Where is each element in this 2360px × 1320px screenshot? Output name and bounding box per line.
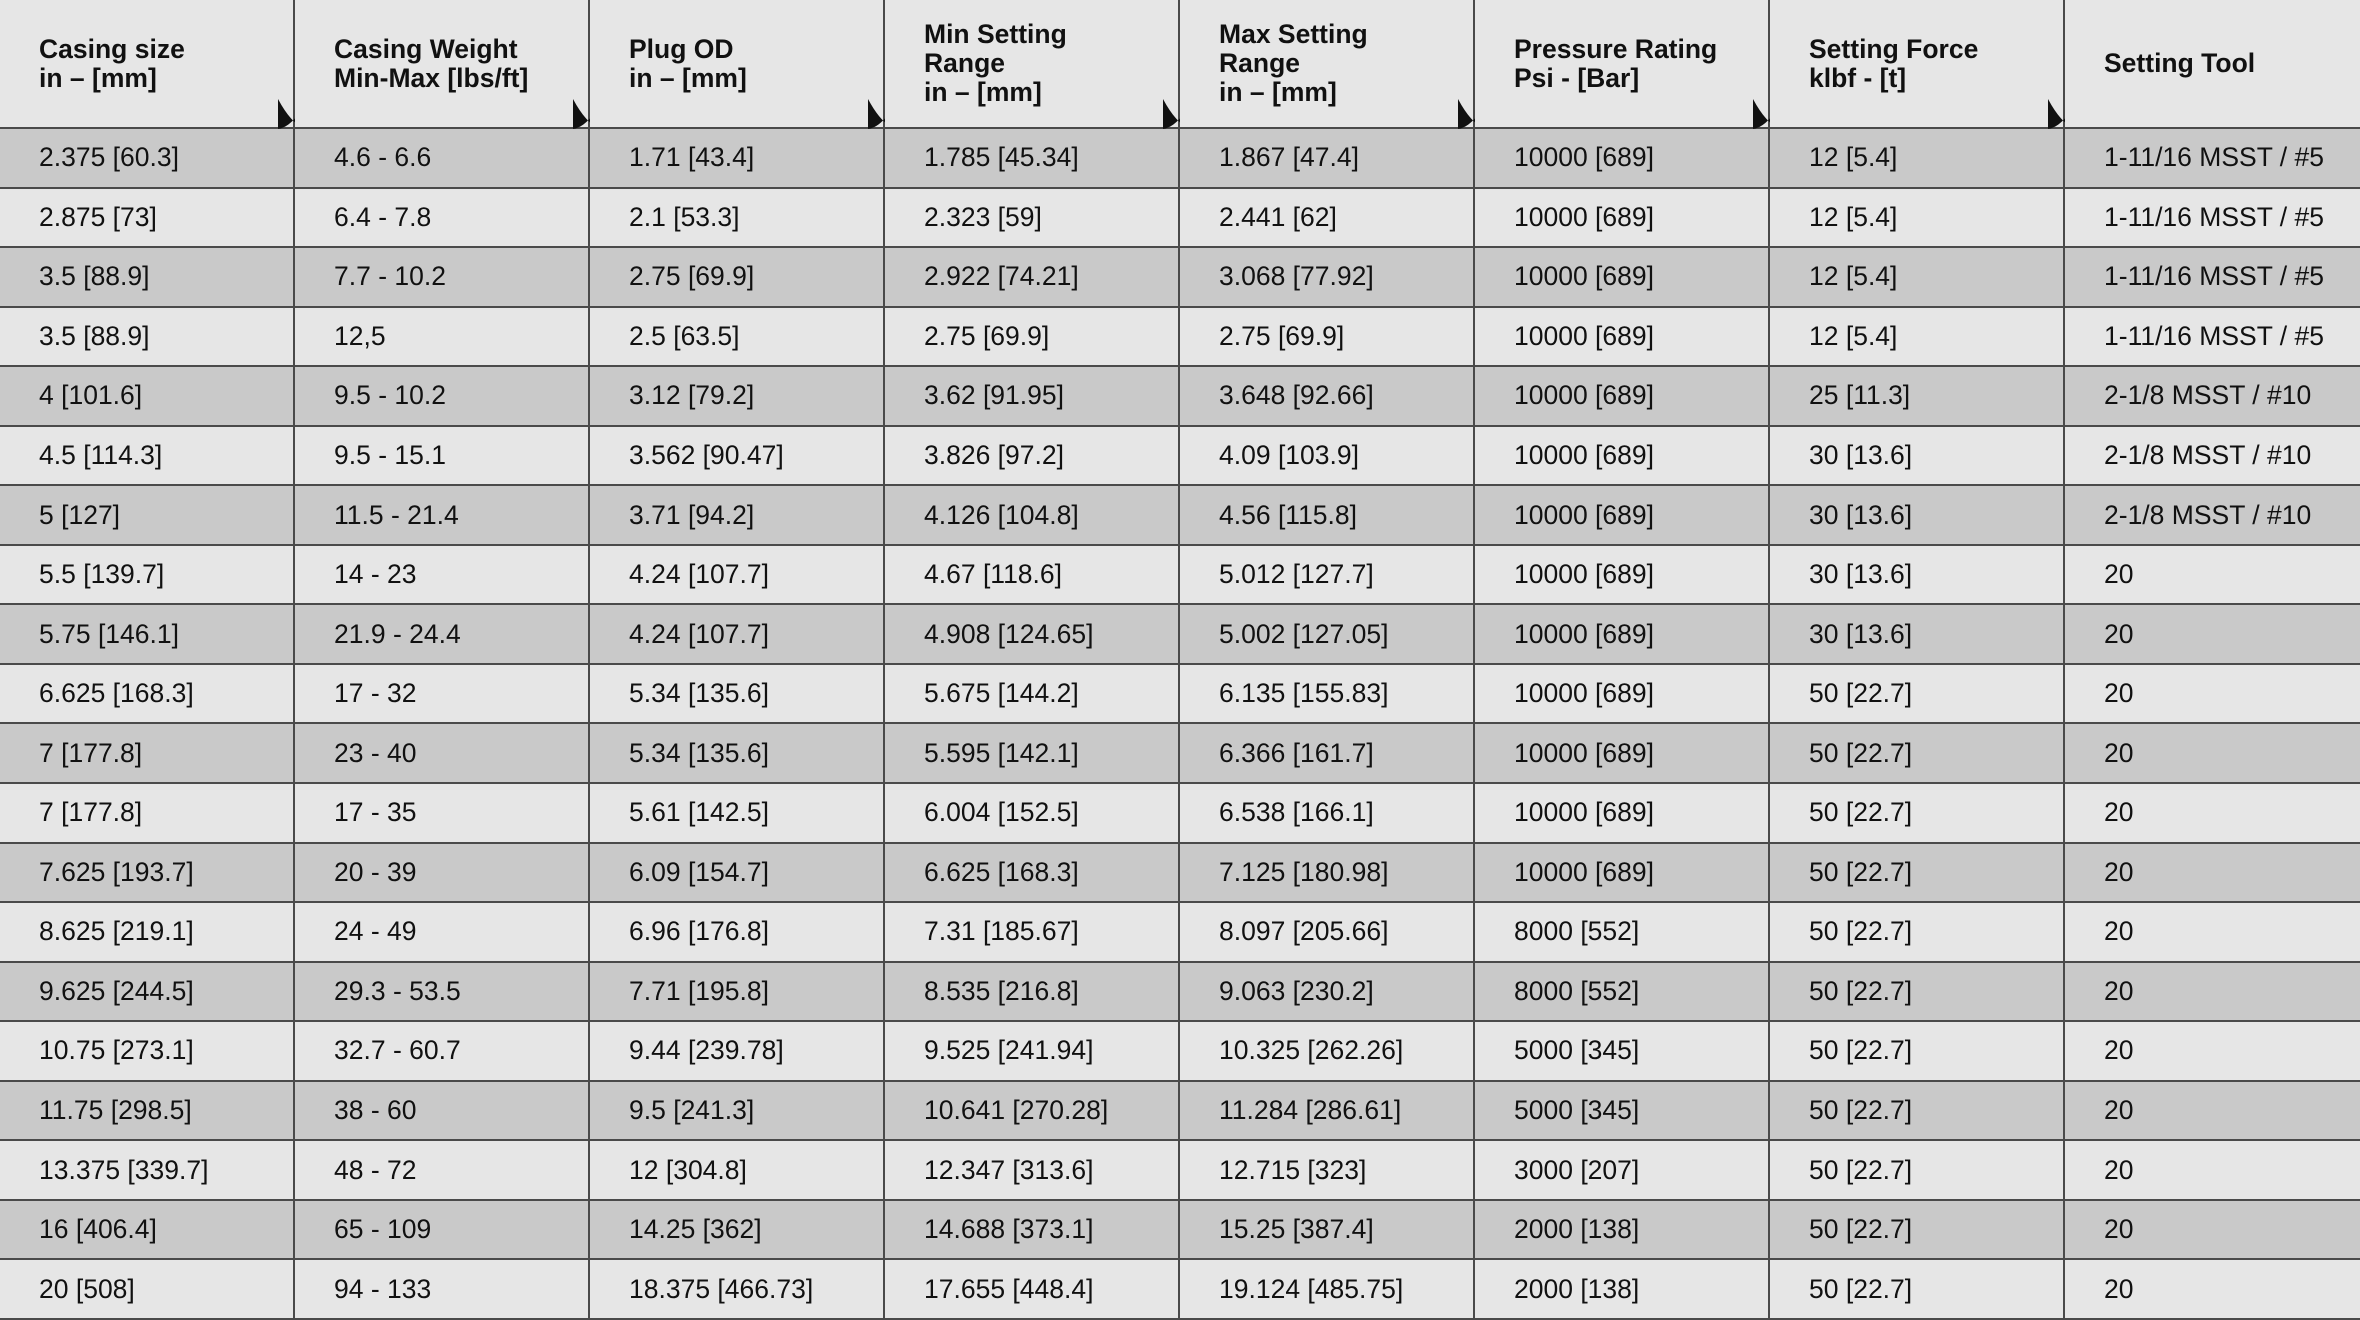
table-cell: 8.535 [216.8] bbox=[885, 963, 1180, 1023]
table-cell: 50 [22.7] bbox=[1770, 903, 2065, 963]
table-cell: 7.7 - 10.2 bbox=[295, 248, 590, 308]
table-cell: 9.5 - 10.2 bbox=[295, 367, 590, 427]
table-cell: 20 - 39 bbox=[295, 844, 590, 904]
table-cell: 20 bbox=[2065, 546, 2360, 606]
table-cell: 3.71 [94.2] bbox=[590, 486, 885, 546]
table-cell: 5.34 [135.6] bbox=[590, 665, 885, 725]
table-cell: 12 [5.4] bbox=[1770, 189, 2065, 249]
table-cell: 9.44 [239.78] bbox=[590, 1022, 885, 1082]
table-cell: 30 [13.6] bbox=[1770, 427, 2065, 487]
table-cell: 24 - 49 bbox=[295, 903, 590, 963]
table-cell: 5.595 [142.1] bbox=[885, 724, 1180, 784]
table-cell: 12,5 bbox=[295, 308, 590, 368]
table-cell: 20 bbox=[2065, 665, 2360, 725]
table-cell: 2.323 [59] bbox=[885, 189, 1180, 249]
table-cell: 10000 [689] bbox=[1475, 427, 1770, 487]
table-cell: 4.5 [114.3] bbox=[0, 427, 295, 487]
table-cell: 20 bbox=[2065, 1022, 2360, 1082]
table-cell: 6.366 [161.7] bbox=[1180, 724, 1475, 784]
table-cell: 4.67 [118.6] bbox=[885, 546, 1180, 606]
table-cell: 10000 [689] bbox=[1475, 486, 1770, 546]
table-cell: 10000 [689] bbox=[1475, 308, 1770, 368]
table-cell: 5 [127] bbox=[0, 486, 295, 546]
table-cell: 8.625 [219.1] bbox=[0, 903, 295, 963]
table-cell: 10.75 [273.1] bbox=[0, 1022, 295, 1082]
table-cell: 20 bbox=[2065, 844, 2360, 904]
table-cell: 5.012 [127.7] bbox=[1180, 546, 1475, 606]
table-cell: 48 - 72 bbox=[295, 1141, 590, 1201]
table-cell: 11.75 [298.5] bbox=[0, 1082, 295, 1142]
table-cell: 8000 [552] bbox=[1475, 903, 1770, 963]
table-cell: 19.124 [485.75] bbox=[1180, 1260, 1475, 1320]
table-cell: 17 - 35 bbox=[295, 784, 590, 844]
table-cell: 9.5 - 15.1 bbox=[295, 427, 590, 487]
table-cell: 3.62 [91.95] bbox=[885, 367, 1180, 427]
table-cell: 2-1/8 MSST / #10 bbox=[2065, 427, 2360, 487]
table-cell: 1-11/16 MSST / #5 bbox=[2065, 129, 2360, 189]
column-header: Min Setting Range in – [mm] bbox=[885, 0, 1180, 129]
table-cell: 5000 [345] bbox=[1475, 1022, 1770, 1082]
table-cell: 50 [22.7] bbox=[1770, 1260, 2065, 1320]
table-cell: 12 [5.4] bbox=[1770, 308, 2065, 368]
table-cell: 5.75 [146.1] bbox=[0, 605, 295, 665]
table-cell: 2-1/8 MSST / #10 bbox=[2065, 367, 2360, 427]
table-cell: 17 - 32 bbox=[295, 665, 590, 725]
table-cell: 32.7 - 60.7 bbox=[295, 1022, 590, 1082]
table-cell: 3.12 [79.2] bbox=[590, 367, 885, 427]
table-cell: 2.5 [63.5] bbox=[590, 308, 885, 368]
table-cell: 7.125 [180.98] bbox=[1180, 844, 1475, 904]
table-cell: 2.75 [69.9] bbox=[1180, 308, 1475, 368]
table-cell: 4.24 [107.7] bbox=[590, 546, 885, 606]
table-cell: 1-11/16 MSST / #5 bbox=[2065, 308, 2360, 368]
table-cell: 3.068 [77.92] bbox=[1180, 248, 1475, 308]
table-cell: 2.1 [53.3] bbox=[590, 189, 885, 249]
table-cell: 65 - 109 bbox=[295, 1201, 590, 1261]
table-cell: 30 [13.6] bbox=[1770, 546, 2065, 606]
table-cell: 50 [22.7] bbox=[1770, 844, 2065, 904]
column-header: Casing Weight Min-Max [lbs/ft] bbox=[295, 0, 590, 129]
table-cell: 1.71 [43.4] bbox=[590, 129, 885, 189]
table-cell: 21.9 - 24.4 bbox=[295, 605, 590, 665]
table-cell: 10000 [689] bbox=[1475, 129, 1770, 189]
table-cell: 10.325 [262.26] bbox=[1180, 1022, 1475, 1082]
table-cell: 20 bbox=[2065, 1082, 2360, 1142]
table-cell: 1-11/16 MSST / #5 bbox=[2065, 248, 2360, 308]
table-cell: 3.826 [97.2] bbox=[885, 427, 1180, 487]
table-cell: 2-1/8 MSST / #10 bbox=[2065, 486, 2360, 546]
table-cell: 7.71 [195.8] bbox=[590, 963, 885, 1023]
table-cell: 7 [177.8] bbox=[0, 784, 295, 844]
table-cell: 7.625 [193.7] bbox=[0, 844, 295, 904]
table-cell: 50 [22.7] bbox=[1770, 1141, 2065, 1201]
table-cell: 4.6 - 6.6 bbox=[295, 129, 590, 189]
table-cell: 6.625 [168.3] bbox=[885, 844, 1180, 904]
table-cell: 2.75 [69.9] bbox=[590, 248, 885, 308]
table-cell: 94 - 133 bbox=[295, 1260, 590, 1320]
table-cell: 30 [13.6] bbox=[1770, 605, 2065, 665]
table-cell: 6.09 [154.7] bbox=[590, 844, 885, 904]
table-cell: 50 [22.7] bbox=[1770, 665, 2065, 725]
table-cell: 12 [5.4] bbox=[1770, 248, 2065, 308]
table-cell: 25 [11.3] bbox=[1770, 367, 2065, 427]
table-cell: 20 bbox=[2065, 1141, 2360, 1201]
table-cell: 5.61 [142.5] bbox=[590, 784, 885, 844]
table-cell: 20 bbox=[2065, 724, 2360, 784]
table-cell: 20 bbox=[2065, 784, 2360, 844]
column-header: Setting Force klbf - [t] bbox=[1770, 0, 2065, 129]
column-header: Setting Tool bbox=[2065, 0, 2360, 129]
table-cell: 12 [304.8] bbox=[590, 1141, 885, 1201]
table-cell: 5000 [345] bbox=[1475, 1082, 1770, 1142]
table-cell: 50 [22.7] bbox=[1770, 1022, 2065, 1082]
table-cell: 4.09 [103.9] bbox=[1180, 427, 1475, 487]
table-cell: 5.002 [127.05] bbox=[1180, 605, 1475, 665]
table-cell: 10000 [689] bbox=[1475, 724, 1770, 784]
table-cell: 23 - 40 bbox=[295, 724, 590, 784]
table-cell: 1-11/16 MSST / #5 bbox=[2065, 189, 2360, 249]
table-cell: 20 [508] bbox=[0, 1260, 295, 1320]
table-cell: 13.375 [339.7] bbox=[0, 1141, 295, 1201]
column-header: Casing size in – [mm] bbox=[0, 0, 295, 129]
table-cell: 7.31 [185.67] bbox=[885, 903, 1180, 963]
table-cell: 2000 [138] bbox=[1475, 1201, 1770, 1261]
table-cell: 2.922 [74.21] bbox=[885, 248, 1180, 308]
table-cell: 11.284 [286.61] bbox=[1180, 1082, 1475, 1142]
table-cell: 20 bbox=[2065, 963, 2360, 1023]
table-cell: 4.56 [115.8] bbox=[1180, 486, 1475, 546]
table-cell: 10000 [689] bbox=[1475, 844, 1770, 904]
table-cell: 12.347 [313.6] bbox=[885, 1141, 1180, 1201]
table-cell: 20 bbox=[2065, 903, 2360, 963]
table-cell: 10000 [689] bbox=[1475, 367, 1770, 427]
table-cell: 50 [22.7] bbox=[1770, 963, 2065, 1023]
table-cell: 20 bbox=[2065, 1260, 2360, 1320]
table-cell: 9.5 [241.3] bbox=[590, 1082, 885, 1142]
table-cell: 20 bbox=[2065, 1201, 2360, 1261]
table-cell: 1.867 [47.4] bbox=[1180, 129, 1475, 189]
column-header: Pressure Rating Psi - [Bar] bbox=[1475, 0, 1770, 129]
table-cell: 3.5 [88.9] bbox=[0, 248, 295, 308]
table-cell: 3000 [207] bbox=[1475, 1141, 1770, 1201]
table-cell: 10000 [689] bbox=[1475, 665, 1770, 725]
table-cell: 5.34 [135.6] bbox=[590, 724, 885, 784]
table-cell: 38 - 60 bbox=[295, 1082, 590, 1142]
table-cell: 50 [22.7] bbox=[1770, 724, 2065, 784]
table-cell: 6.538 [166.1] bbox=[1180, 784, 1475, 844]
table-cell: 3.648 [92.66] bbox=[1180, 367, 1475, 427]
table-cell: 10000 [689] bbox=[1475, 248, 1770, 308]
table-cell: 4.126 [104.8] bbox=[885, 486, 1180, 546]
table-cell: 50 [22.7] bbox=[1770, 784, 2065, 844]
table-cell: 3.5 [88.9] bbox=[0, 308, 295, 368]
column-header: Max Setting Range in – [mm] bbox=[1180, 0, 1475, 129]
table-cell: 4.24 [107.7] bbox=[590, 605, 885, 665]
table-cell: 2.441 [62] bbox=[1180, 189, 1475, 249]
table-cell: 50 [22.7] bbox=[1770, 1082, 2065, 1142]
table-cell: 1.785 [45.34] bbox=[885, 129, 1180, 189]
table-cell: 10000 [689] bbox=[1475, 784, 1770, 844]
table-cell: 7 [177.8] bbox=[0, 724, 295, 784]
table-cell: 4.908 [124.65] bbox=[885, 605, 1180, 665]
table-cell: 6.96 [176.8] bbox=[590, 903, 885, 963]
table-cell: 3.562 [90.47] bbox=[590, 427, 885, 487]
table-cell: 2.75 [69.9] bbox=[885, 308, 1180, 368]
table-cell: 10000 [689] bbox=[1475, 605, 1770, 665]
table-cell: 18.375 [466.73] bbox=[590, 1260, 885, 1320]
table-cell: 11.5 - 21.4 bbox=[295, 486, 590, 546]
table-cell: 10.641 [270.28] bbox=[885, 1082, 1180, 1142]
table-cell: 5.675 [144.2] bbox=[885, 665, 1180, 725]
column-header: Plug OD in – [mm] bbox=[590, 0, 885, 129]
table-cell: 14.25 [362] bbox=[590, 1201, 885, 1261]
table-cell: 16 [406.4] bbox=[0, 1201, 295, 1261]
table-cell: 2.375 [60.3] bbox=[0, 129, 295, 189]
table-cell: 30 [13.6] bbox=[1770, 486, 2065, 546]
table-cell: 29.3 - 53.5 bbox=[295, 963, 590, 1023]
table-cell: 8.097 [205.66] bbox=[1180, 903, 1475, 963]
table-cell: 12 [5.4] bbox=[1770, 129, 2065, 189]
table-cell: 14 - 23 bbox=[295, 546, 590, 606]
table-cell: 12.715 [323] bbox=[1180, 1141, 1475, 1201]
table-cell: 15.25 [387.4] bbox=[1180, 1201, 1475, 1261]
table-cell: 17.655 [448.4] bbox=[885, 1260, 1180, 1320]
table-cell: 6.004 [152.5] bbox=[885, 784, 1180, 844]
table-cell: 9.063 [230.2] bbox=[1180, 963, 1475, 1023]
table-cell: 5.5 [139.7] bbox=[0, 546, 295, 606]
table-cell: 14.688 [373.1] bbox=[885, 1201, 1180, 1261]
table-cell: 9.625 [244.5] bbox=[0, 963, 295, 1023]
table-cell: 6.135 [155.83] bbox=[1180, 665, 1475, 725]
table-cell: 6.625 [168.3] bbox=[0, 665, 295, 725]
table-cell: 10000 [689] bbox=[1475, 189, 1770, 249]
table-cell: 6.4 - 7.8 bbox=[295, 189, 590, 249]
table-cell: 2.875 [73] bbox=[0, 189, 295, 249]
table-cell: 2000 [138] bbox=[1475, 1260, 1770, 1320]
table-cell: 4 [101.6] bbox=[0, 367, 295, 427]
table-cell: 10000 [689] bbox=[1475, 546, 1770, 606]
table-cell: 9.525 [241.94] bbox=[885, 1022, 1180, 1082]
table-cell: 50 [22.7] bbox=[1770, 1201, 2065, 1261]
table-cell: 8000 [552] bbox=[1475, 963, 1770, 1023]
table-cell: 20 bbox=[2065, 605, 2360, 665]
